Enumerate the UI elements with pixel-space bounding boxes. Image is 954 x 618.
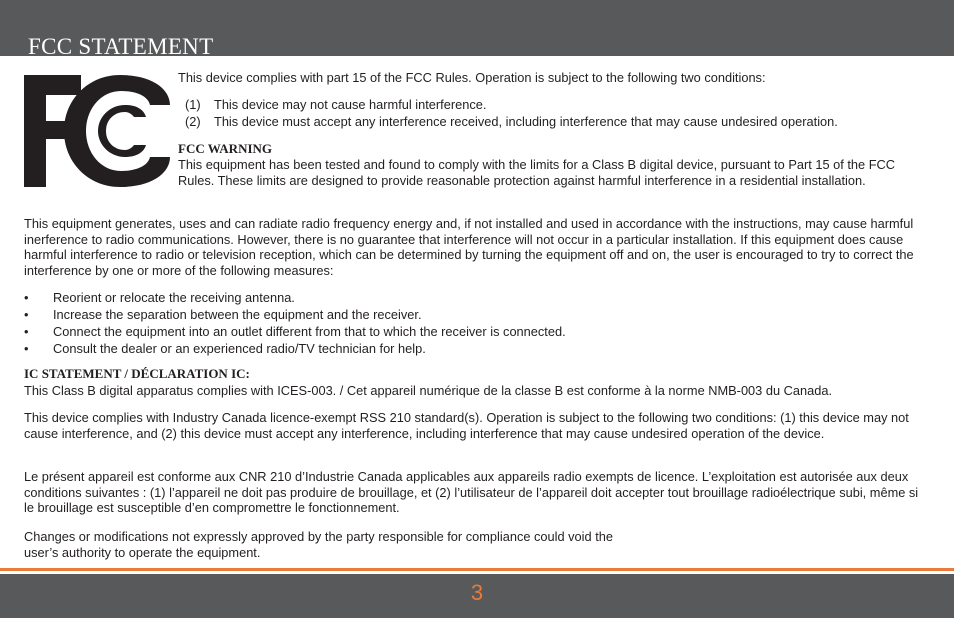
list-item: • Consult the dealer or an experienced radio/TV technician for help. <box>24 341 924 358</box>
measures-list <box>24 290 924 358</box>
page-number: 3 <box>470 580 484 605</box>
list-text: This device may not cause harmful interference. <box>214 97 487 112</box>
list-item <box>185 97 945 114</box>
footer-divider <box>0 568 954 571</box>
list-number: (1) <box>185 97 201 112</box>
modifications-line-2: user’s authority to operate the equipment. <box>24 545 261 560</box>
french-paragraph: Le présent appareil est conforme aux CNR 210 d’Industrie Canada applicables aux appareils radio exempts de licence. L’exploitation est autorisée aux deux conditions suivantes : (1) l’appareil ne doit pas produire de brouillage, et (2) l’utilisateur de l’appareil doit accepter tout brouillage radioélectrique subi, même si le brouillage est susceptible d’en compromettre le fonctionnement. <box>24 469 919 516</box>
footer-bar <box>0 574 954 618</box>
conditions-list <box>185 97 945 131</box>
ic-statement-text: This Class B digital apparatus complies with ICES-003. / Cet appareil numérique de la classe B est conforme à la norme NMB-003 du Canada. <box>24 383 833 398</box>
header-bar <box>0 0 954 59</box>
fcc-logo-icon <box>24 75 170 187</box>
fcc-warning-text: This equipment has been tested and found to comply with the limits for a Class B digital device, pursuant to Part 15 of the FCC Rules. These limits are designed to provide reasonable protection against harmful interference in a residential installation. <box>178 157 896 188</box>
interference-paragraph: This equipment generates, uses and can radiate radio frequency energy and, if not installed and used in accordance with the instructions, may cause harmful inerference to radio communications. However, there is no guarantee that interference will not occur in a particular installation. If this equipment does cause harmful interference to radio or television reception, which can be determined by turning the equipment off and on, the user is encouraged to try to correct the interference by one or more of the following measures: <box>24 216 914 278</box>
ic-statement-heading: IC STATEMENT / DÉCLARATION IC: <box>24 366 250 381</box>
modifications-line-1: Changes or modifications not expressly approved by the party responsible for compliance could void the <box>24 529 613 544</box>
list-item: • Reorient or relocate the receiving antenna. <box>24 290 924 307</box>
list-text: This device must accept any interference received, including interference that may cause undesired operation. <box>214 114 838 129</box>
fcc-warning-heading: FCC WARNING <box>178 141 273 156</box>
page-title: FCC STATEMENT <box>28 34 214 59</box>
industry-canada-paragraph: This device complies with Industry Canada licence-exempt RSS 210 standard(s). Operation is subject to the following two conditions: (1) this device may not cause interference, and (2) this device must accept any interference, including interference that may cause undesired operation of the device. <box>24 410 909 441</box>
list-item <box>185 114 945 131</box>
list-item: • Connect the equipment into an outlet different from that to which the receiver is connected. <box>24 324 924 341</box>
list-item: • Increase the separation between the equipment and the receiver. <box>24 307 924 324</box>
list-number: (2) <box>185 114 201 129</box>
intro-text: This device complies with part 15 of the FCC Rules. Operation is subject to the following two conditions: <box>178 70 766 85</box>
